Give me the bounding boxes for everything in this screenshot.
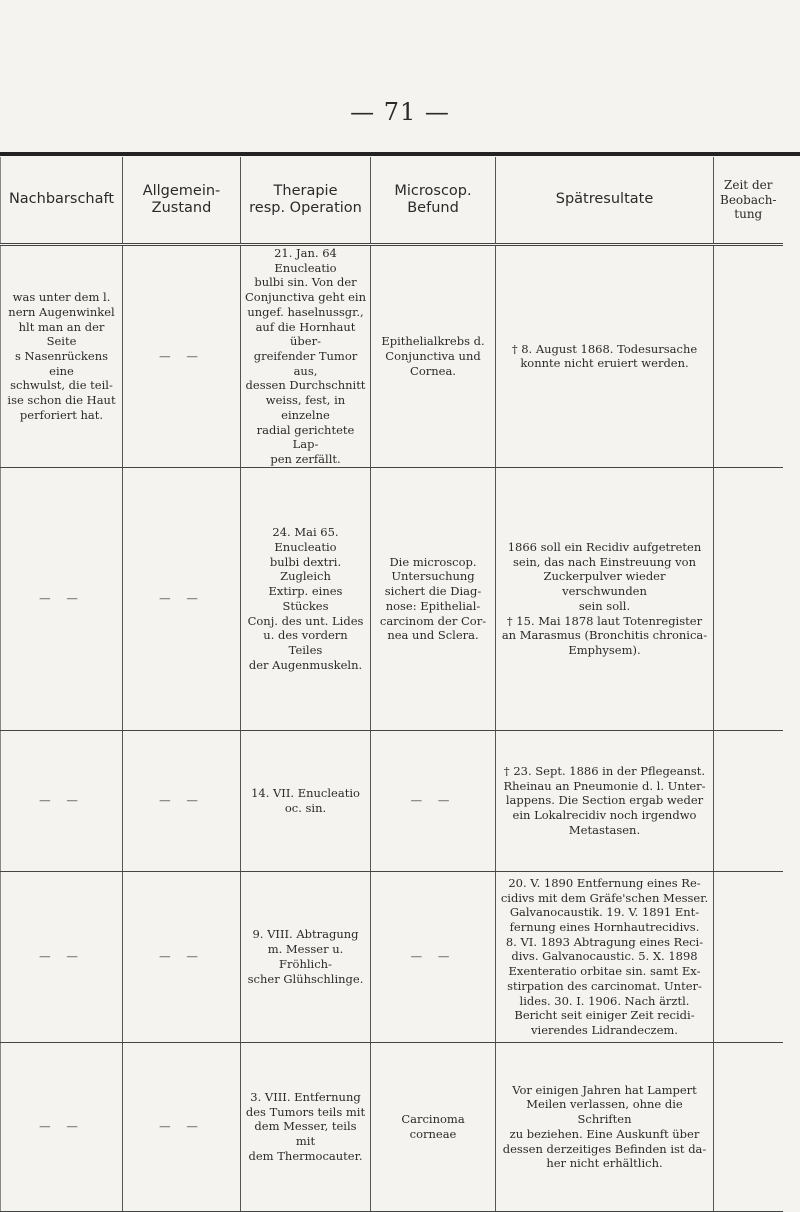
cell-zeit	[714, 245, 783, 468]
table-row	[1, 730, 783, 871]
cell-spaetresultate: 1866 soll ein Recidiv aufgetreten sein, das nach Einstreuung von Zuckerpulver wieder verschwunden sein soll. † 15. Mai 1878 laut Totenregister an Marasmus (Bronchitis chronica- Emphysem).	[496, 467, 714, 730]
cell-zeit	[714, 871, 783, 1042]
table-row	[1, 467, 783, 730]
header-microscop-befund: Microscop. Befund	[371, 157, 496, 245]
cell-spaetresultate: Vor einigen Jahren hat Lampert Meilen verlassen, ohne die Schriften zu beziehen. Eine Auskunft über dessen derzeitiges Befinden ist da- her nicht erhältlich.	[496, 1042, 714, 1211]
cell-therapie: 9. VIII. Abtragung m. Messer u. Fröhlich- scher Glühschlinge.	[241, 871, 371, 1042]
cell-spaetresultate: 20. V. 1890 Entfernung eines Re- cidivs mit dem Gräfe'schen Messer. Galvanocaustik. 19. V. 1891 Ent- fernung eines Hornhautrecidivs. 8. VI. 1893 Abtragung eines Reci- divs. Galvanocaustic. 5. X. 1898 Exenteratio orbitae sin. samt Ex- stirpation des carcinomat. Unter- lides. 30. I. 1906. Nach ärztl. Bericht seit einiger Zeit recidi- vierendes Lidrandeczem.	[496, 871, 714, 1042]
cell-nachbarschaft: — —	[1, 467, 123, 730]
cell-microscop: — —	[371, 730, 496, 871]
table-row	[1, 871, 783, 1042]
header-zeit-der-beobachtung: Zeit der Beobach- tung	[714, 157, 783, 245]
header-rule	[0, 152, 800, 156]
case-table	[0, 157, 783, 1212]
cell-nachbarschaft: — —	[1, 1042, 123, 1211]
cell-zeit	[714, 467, 783, 730]
header-therapie: Therapie resp. Operation	[241, 157, 371, 245]
cell-nachbarschaft: — —	[1, 730, 123, 871]
cell-microscop: Epithelialkrebs d. Conjunctiva und Cornea.	[371, 245, 496, 468]
cell-allgemein: — —	[123, 871, 241, 1042]
cell-allgemein: — —	[123, 730, 241, 871]
page-number: — 71 —	[350, 98, 450, 126]
cell-nachbarschaft: was unter dem l. nern Augenwinkel hlt man an der Seite s Nasenrückens eine schwulst, die teil- ise schon die Haut perforiert hat.	[1, 245, 123, 468]
cell-allgemein: — —	[123, 467, 241, 730]
header-row	[1, 157, 783, 245]
cell-microscop: — —	[371, 871, 496, 1042]
cell-microscop: Carcinoma corneae	[371, 1042, 496, 1211]
cell-therapie: 14. VII. Enucleatio oc. sin.	[241, 730, 371, 871]
cell-therapie: 21. Jan. 64 Enucleatio bulbi sin. Von der Conjunctiva geht ein ungef. haselnussgr., auf die Hornhaut über- greifender Tumor aus, dessen Durchschnitt weiss, fest, in einzelne radial gerichtete Lap- pen zerfällt.	[241, 245, 371, 468]
cell-spaetresultate: † 8. August 1868. Todesursache konnte nicht eruiert werden.	[496, 245, 714, 468]
cell-therapie: 24. Mai 65. Enucleatio bulbi dextri. Zugleich Extirp. eines Stückes Conj. des unt. Lides u. des vordern Teiles der Augenmuskeln.	[241, 467, 371, 730]
cell-microscop: Die microscop. Untersuchung sichert die Diag- nose: Epithelial- carcinom der Cor- nea und Sclera.	[371, 467, 496, 730]
header-spaetresultate: Spätresultate	[496, 157, 714, 245]
table-row	[1, 1042, 783, 1211]
cell-nachbarschaft: — —	[1, 871, 123, 1042]
table-row	[1, 245, 783, 468]
header-allgemein-zustand: Allgemein- Zustand	[123, 157, 241, 245]
cell-spaetresultate: † 23. Sept. 1886 in der Pflegeanst. Rheinau an Pneumonie d. l. Unter- lappens. Die Section ergab weder ein Lokalrecidiv noch irgendwo Metastasen.	[496, 730, 714, 871]
cell-allgemein: — —	[123, 1042, 241, 1211]
cell-therapie: 3. VIII. Entfernung des Tumors teils mit dem Messer, teils mit dem Thermocauter.	[241, 1042, 371, 1211]
cell-zeit	[714, 730, 783, 871]
header-nachbarschaft: Nachbarschaft	[1, 157, 123, 245]
cell-zeit	[714, 1042, 783, 1211]
cell-allgemein: — —	[123, 245, 241, 468]
